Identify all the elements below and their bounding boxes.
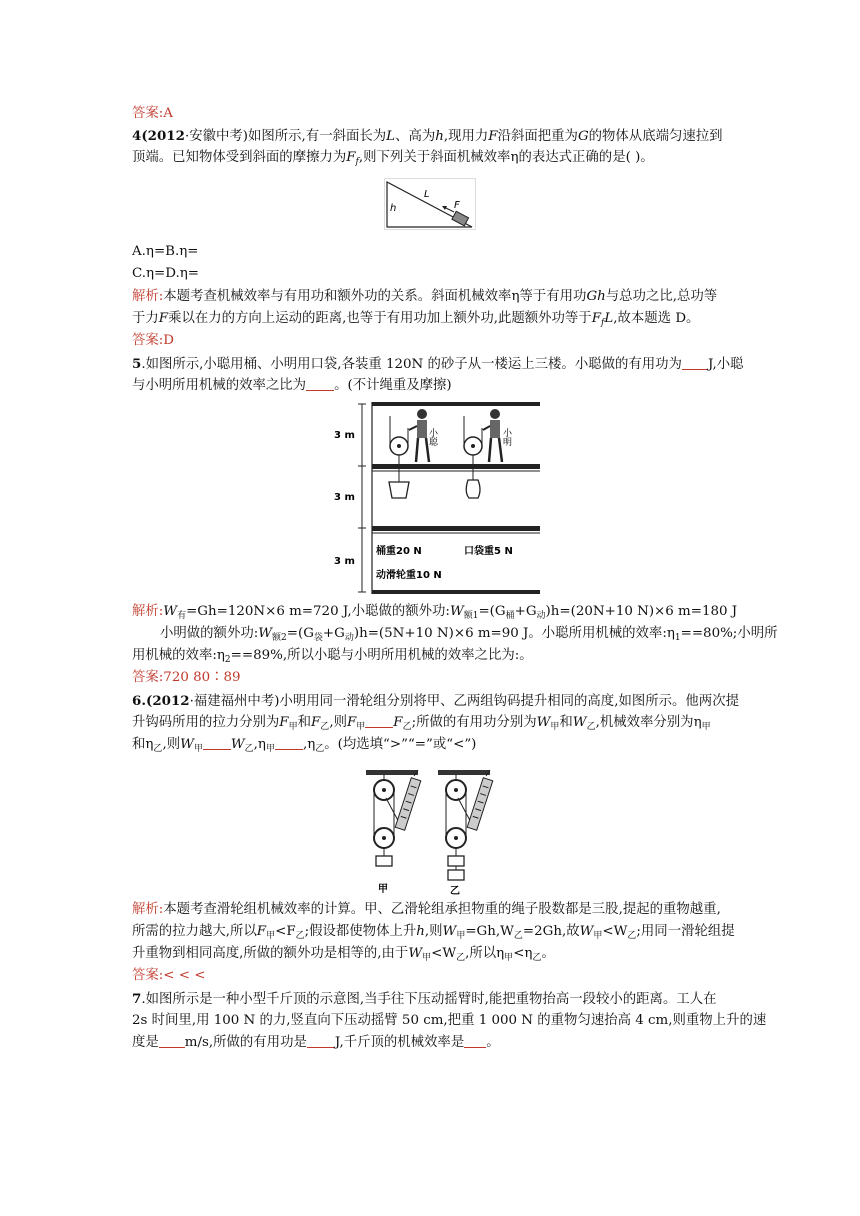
sub: 2: [224, 655, 231, 665]
incline-figure: [384, 178, 476, 230]
var-F: F: [256, 924, 267, 939]
q5-analysis: =Gh=120N×6 m=720 J,小聪做的额外功:: [186, 604, 450, 619]
q3-answer: A: [163, 106, 173, 121]
sub: 甲: [193, 744, 203, 754]
sub: 乙: [153, 744, 163, 754]
sub: 乙: [295, 931, 305, 941]
q4-line-1: [132, 126, 723, 146]
var-F: F: [158, 311, 169, 326]
q4-options-cd: [132, 264, 199, 284]
q6-analysis-3: [132, 944, 555, 964]
q4-options: A.η=B.η=: [132, 244, 199, 259]
q6-analysis: <W: [602, 924, 628, 939]
q5-text: J,小聪: [707, 357, 744, 372]
var-Ff: F: [346, 150, 356, 165]
q4-text: 的物体从底端匀速拉到: [588, 129, 723, 144]
q7-text: J,千斤顶的机械效率是: [334, 1035, 465, 1050]
sub: 乙: [402, 722, 412, 732]
q7-line-1: [132, 989, 717, 1009]
sub: 乙: [586, 722, 596, 732]
var-F: F: [311, 715, 321, 730]
q5-analysis: )h=(20N+10 N)×6 m=180 J: [545, 604, 738, 619]
analysis-label: 解析:: [132, 289, 164, 304]
q5-analysis-3: [132, 646, 533, 666]
q5-answer: 720 80∶89: [163, 670, 241, 685]
person-label-xiaocong: 小聪: [427, 428, 437, 446]
var-Ff-sub: f: [601, 318, 605, 328]
q6-line-3: [132, 735, 476, 755]
q6-text: ,η: [253, 737, 266, 752]
q5-answer-line: [132, 668, 241, 688]
q4-answer: D: [163, 333, 175, 348]
analysis-label: 解析:: [132, 902, 164, 917]
sub: 甲: [550, 722, 560, 732]
sub: 有: [177, 611, 187, 621]
q5-analysis-1: [132, 602, 737, 622]
q6-text: 升钩码所用的拉力分别为: [132, 715, 280, 730]
q7-text: m/s,所做的有用功是: [184, 1035, 307, 1050]
height-label-1: 3 m: [334, 430, 355, 441]
sub: 动: [344, 633, 354, 643]
sub: 袋: [313, 633, 323, 643]
q5-analysis: =(G: [478, 604, 506, 619]
q5-analysis: ==89%,所以小聪与小明所用机械的效率之比为:。: [230, 648, 533, 663]
q4-source-year: (2012: [141, 128, 185, 144]
q6-analysis: 本题考查滑轮组机械效率的计算。甲、乙滑轮组承担物重的绳子股数都是三股,提起的重物越重,: [163, 902, 721, 917]
q5-analysis-2: [160, 624, 778, 644]
q7-number: 7: [132, 991, 142, 1007]
q5-blank-1[interactable]: [682, 355, 708, 370]
var-L: L: [386, 129, 396, 144]
bag-weight-label: 口袋重5 N: [464, 546, 513, 557]
sub: 乙: [513, 931, 523, 941]
answer-label: 答案:: [132, 670, 164, 685]
q6-text: 。(均选填“>”“=”或“<”): [324, 737, 477, 752]
sub: 甲: [288, 722, 298, 732]
q6-text: 和: [297, 715, 311, 730]
q6-analysis: ,则: [424, 924, 443, 939]
q4-options: C.η=D.η=: [132, 266, 200, 281]
q6-analysis: ;假设都使物体上升: [304, 924, 417, 939]
q5-blank-2[interactable]: [306, 376, 334, 391]
q5-analysis: )h=(5N+10 N)×6 m=90 J。小聪所用机械的效率:η: [353, 626, 675, 641]
var-h: h: [435, 129, 444, 144]
answer-label: 答案:: [132, 333, 164, 348]
q6-blank-1[interactable]: [365, 713, 393, 728]
sub: 额1: [463, 611, 479, 621]
height-label-3: 3 m: [334, 556, 355, 567]
q6-source: ·福建福州中考): [189, 694, 280, 709]
q6-figure: [364, 768, 500, 896]
q7-line-3: [132, 1033, 500, 1053]
q6-line-2: [132, 713, 711, 733]
q5-analysis: ==80%;小明所: [680, 626, 778, 641]
q5-text: .如图所示,小聪用桶、小明用口袋,各装重 120N 的砂子从一楼运上三楼。小聪做的有用功为: [141, 357, 682, 372]
q7-blank-1[interactable]: [159, 1033, 185, 1048]
q6-blank-3[interactable]: [275, 735, 303, 750]
q6-source-year: .(2012: [141, 693, 190, 709]
q7-text: .如图所示是一种小型千斤顶的示意图,当手往下压动摇臂时,能把重物抬高一段较小的距离。工人在: [141, 992, 717, 1007]
var-W: W: [449, 604, 464, 619]
var-Gh: Gh: [586, 289, 606, 304]
q4-text: 顶端。已知物体受到斜面的摩擦力为: [132, 150, 347, 165]
sub: 甲: [456, 931, 466, 941]
sub: 甲: [265, 744, 275, 754]
q6-text: ,则: [162, 737, 181, 752]
q4-line-2: [132, 148, 654, 168]
var-W: W: [163, 604, 178, 619]
sub: 桶: [505, 611, 515, 621]
q3-answer-line: [132, 104, 173, 124]
sub: 乙: [320, 722, 330, 732]
analysis-label: 解析:: [132, 604, 164, 619]
q6-text: ;所做的有用功分别为: [411, 715, 537, 730]
q5-text: 与小明所用机械的效率之比为: [132, 378, 307, 393]
q4-analysis: ,故本题选 D。: [613, 311, 700, 326]
var-W: W: [230, 737, 245, 752]
person-label-xiaoming: 小明: [501, 428, 511, 446]
q6-answer-line: [132, 966, 205, 986]
q6-text: 和η: [132, 737, 154, 752]
q5-analysis: 小明做的额外功:: [160, 626, 259, 641]
var-L: L: [604, 311, 614, 326]
fig-label-L: L: [424, 189, 430, 200]
var-Ff: F: [591, 311, 601, 326]
sub: 甲: [356, 722, 366, 732]
q4-source: ·安徽中考): [184, 129, 248, 144]
sub: 甲: [422, 953, 432, 963]
sub: 甲: [701, 722, 711, 732]
var-h: h: [416, 924, 425, 939]
q7-text: 。: [486, 1035, 500, 1050]
q5-analysis: +G: [322, 626, 345, 641]
q6-analysis: <F: [275, 924, 296, 939]
sub: 甲: [504, 953, 514, 963]
answer-label: 答案:: [132, 106, 164, 121]
q6-analysis: 。: [541, 946, 555, 961]
sub: 乙: [456, 953, 466, 963]
q5-figure: [332, 400, 540, 596]
q6-analysis: ,所以η: [465, 946, 505, 961]
q6-analysis: =2Gh,故: [522, 924, 580, 939]
var-W: W: [442, 924, 457, 939]
q4-analysis-1: [132, 287, 717, 307]
q4-analysis-2: [132, 309, 699, 329]
var-F: F: [393, 715, 403, 730]
sub: 甲: [593, 931, 603, 941]
q6-line-1: [132, 691, 739, 711]
q4-text: 沿斜面把重为: [497, 129, 578, 144]
q5-text: 。(不计绳重及摩擦): [334, 378, 452, 393]
bucket-weight-label: 桶重20 N: [376, 546, 422, 557]
var-F: F: [346, 715, 357, 730]
q4-analysis: 与总功之比,总功等: [605, 289, 718, 304]
q7-text: 度是: [132, 1035, 159, 1050]
q4-text: ,现用力: [443, 129, 489, 144]
q6-text: ,机械效率分别为η: [595, 715, 702, 730]
sub: 乙: [627, 931, 637, 941]
var-W: W: [408, 946, 423, 961]
q6-analysis: =Gh,W: [465, 924, 514, 939]
q7-blank-2[interactable]: [307, 1033, 335, 1048]
q4-analysis: 乘以在力的方向上运动的距离,也等于有用功加上额外功,此题额外功等于: [168, 311, 592, 326]
pulley-weight-label: 动滑轮重10 N: [376, 570, 442, 581]
q6-analysis: <W: [431, 946, 457, 961]
sub: 1: [674, 633, 681, 643]
q5-line-2: [132, 376, 452, 396]
q7-blank-3[interactable]: [464, 1033, 486, 1048]
q6-answer: < < <: [163, 968, 206, 983]
sub: 乙: [532, 953, 542, 963]
var-W: W: [180, 737, 194, 752]
q6-analysis: 升重物到相同高度,所做的额外功是相等的,由于: [132, 946, 409, 961]
q4-text: ,则下列关于斜面机械效率η的表达式正确的是( )。: [358, 150, 654, 165]
var-W: W: [536, 715, 551, 730]
q6-analysis-1: [132, 900, 721, 920]
height-label-2: 3 m: [334, 492, 355, 503]
q6-text: 和: [559, 715, 573, 730]
sub: 乙: [244, 744, 254, 754]
var-F: F: [279, 715, 289, 730]
var-Ff-sub: f: [355, 157, 359, 167]
q6-analysis: 所需的拉力越大,所以: [132, 924, 257, 939]
var-F: F: [488, 129, 498, 144]
var-G: G: [577, 129, 589, 144]
sub: 甲: [266, 931, 276, 941]
q6-analysis: <η: [513, 946, 533, 961]
var-W: W: [258, 626, 273, 641]
q5-number: 5: [132, 356, 142, 372]
q6-analysis: ;用同一滑轮组提: [636, 924, 735, 939]
q5-line-1: [132, 354, 744, 374]
q4-number: 4: [132, 128, 142, 144]
fig-label-h: h: [390, 203, 397, 214]
fig-label-yi: 乙: [450, 886, 460, 896]
answer-label: 答案:: [132, 968, 164, 983]
sub: 额2: [272, 633, 287, 643]
q7-line-2: [132, 1011, 766, 1031]
var-W: W: [572, 715, 587, 730]
fig-label-jia: 甲: [378, 884, 388, 895]
q5-analysis: +G: [514, 604, 537, 619]
q6-analysis-2: [132, 922, 735, 942]
fig-label-F: F: [454, 200, 460, 211]
q5-analysis: =(G: [286, 626, 314, 641]
var-W: W: [579, 924, 594, 939]
q7-text: 2s 时间里,用 100 N 的力,竖直向下压动摇臂 50 cm,把重 1 000 N 的重物匀速抬高 4 cm,则重物上升的速: [132, 1013, 767, 1028]
q6-text: ,η: [302, 737, 316, 752]
sub: 乙: [315, 744, 325, 754]
q4-analysis: 本题考查机械效率与有用功和额外功的关系。斜面机械效率η等于有用功: [163, 289, 587, 304]
q4-answer-line: [132, 331, 174, 351]
q4-text: 、高为: [395, 129, 436, 144]
q4-options-ab: [132, 242, 199, 262]
q6-blank-2[interactable]: [203, 735, 231, 750]
q4-text: 如图所示,有一斜面长为: [247, 129, 387, 144]
q6-text: 小明用同一滑轮组分别将甲、乙两组钩码提升相同的高度,如图所示。他两次提: [279, 694, 739, 709]
q4-analysis: 于力: [132, 311, 159, 326]
q5-analysis: 用机械的效率:η: [132, 648, 225, 663]
q6-number: 6: [132, 693, 142, 709]
sub: 动: [536, 611, 546, 621]
q6-text: ,则: [329, 715, 347, 730]
